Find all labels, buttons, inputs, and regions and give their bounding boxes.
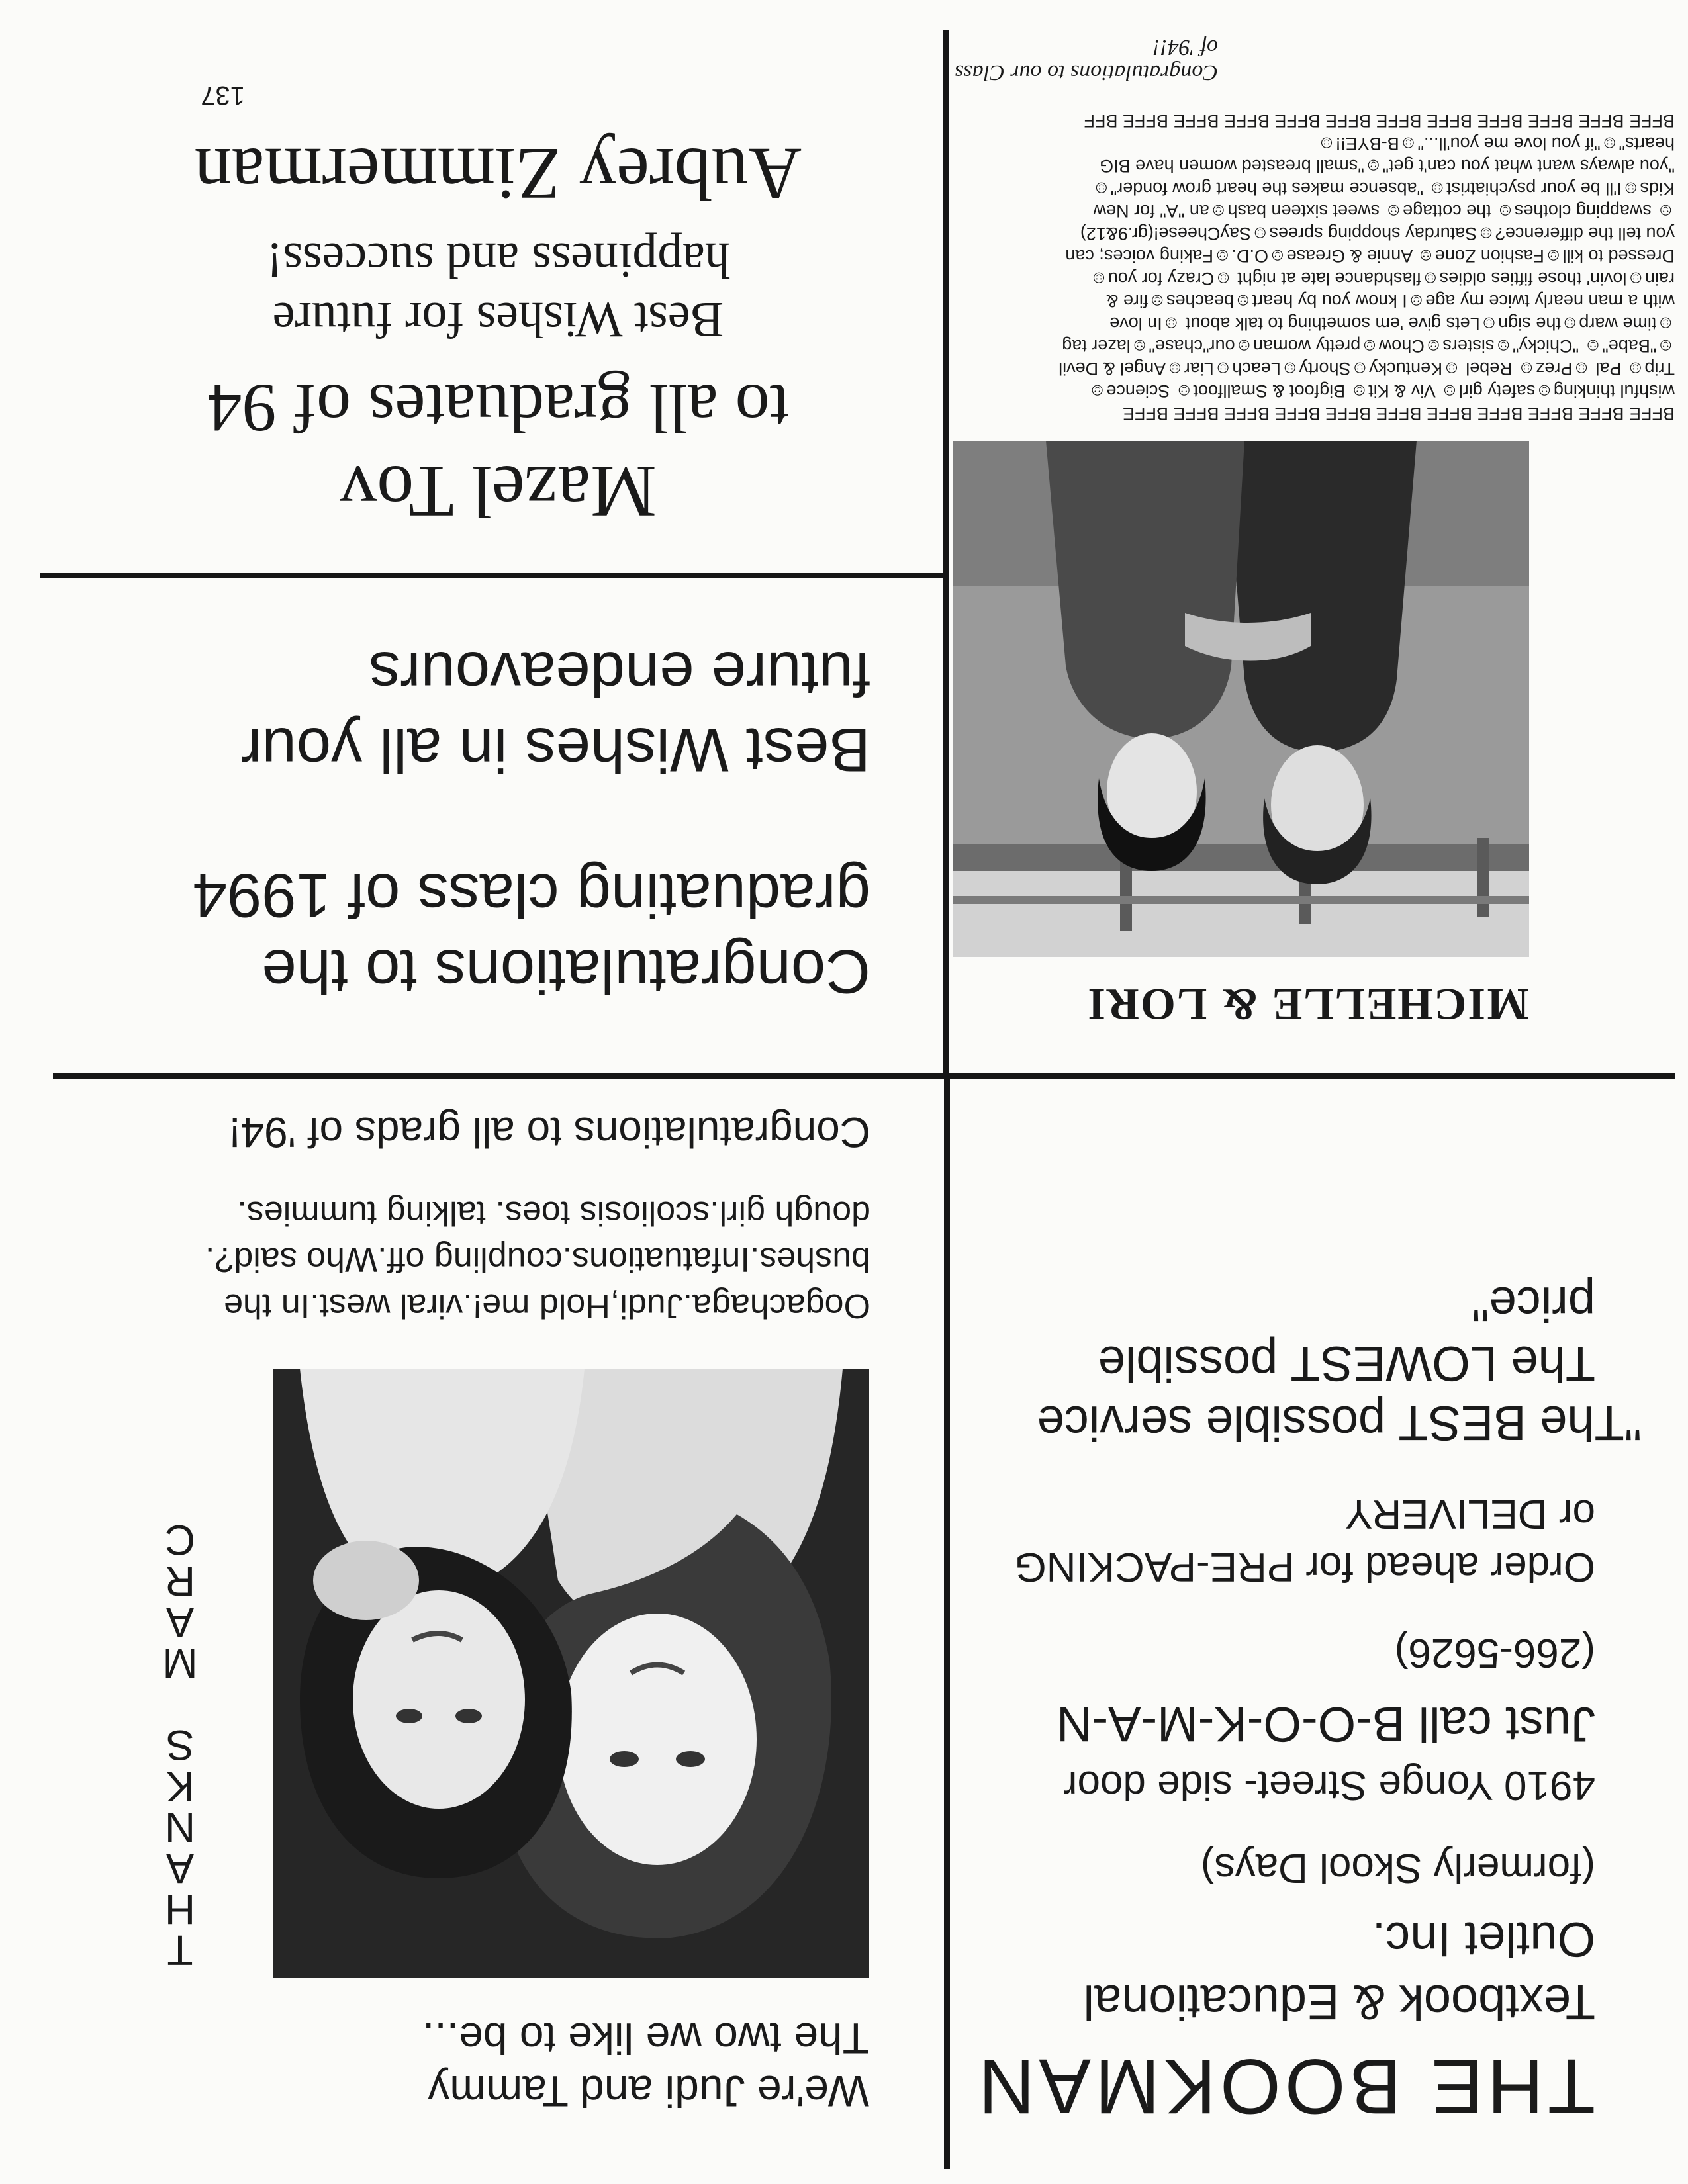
names-heading: MICHELLE & LORI xyxy=(1086,979,1529,1030)
tribute-line: rain☺lovin' those fifties oldies☺flashdance late at night ☺Crazy for you☺ xyxy=(1090,269,1675,289)
handwritten-congrats: Congratulations to our Class of '94!! xyxy=(955,35,1218,85)
thanks-letter: A xyxy=(165,1598,195,1646)
ad-slogan-1: "The BEST possible service xyxy=(1037,1396,1642,1451)
congrats-line-2: graduating class of 1994 xyxy=(192,861,870,931)
mazel-tov-wishes-1: Best Wishes for future xyxy=(272,292,724,347)
thanks-letter: T xyxy=(167,1927,193,1974)
ad-line-2: Outlet Inc. xyxy=(1372,1912,1595,1967)
class-1994-message xyxy=(53,578,943,1073)
thanks-letter: A xyxy=(165,1844,195,1892)
tribute-line: you tell the difference?☺Saturday shopping sprees☺SayCheese!(gr.9&12) xyxy=(1080,224,1675,244)
thanks-letter: K xyxy=(165,1762,195,1810)
judi-tammy-ad xyxy=(53,1079,943,2169)
thanks-letter: H xyxy=(164,1886,196,1933)
tribute-line: Trip☺ Pal ☺Prez☺ Rebel ☺Kentucky☺Shorty☺Leach☺Liar☺Angel & Devil xyxy=(1058,359,1675,379)
photo-two-girls xyxy=(273,1369,869,1978)
tribute-line: BFFE BFFE BFFE BFFE BFFE BFFE BFFE BFFE BFFE BFFE BFFE xyxy=(1122,404,1675,424)
thanks-letter: C xyxy=(164,1516,196,1564)
inside-jokes-1: Oogachaga.Judi,Hold me!.viral west.In the xyxy=(224,1287,870,1325)
ad-call: Just call B-O-O-K-M-A-N xyxy=(1056,1697,1595,1752)
ad-phone: (266-5626) xyxy=(1394,1630,1595,1676)
tribute-line: Kids☺I'll be your psychiatrist☺ "absence makes the heart grow fonder"☺ xyxy=(1092,179,1675,199)
mazel-tov-graduates: to all graduates of 94 xyxy=(207,370,789,446)
ad-title: THE BOOKMAN xyxy=(974,2042,1595,2130)
ad-former-name: (formerly Skool Days) xyxy=(1201,1845,1595,1891)
mazel-tov-message xyxy=(53,30,943,573)
bookman-ad xyxy=(950,1079,1675,2169)
thanks-letter: S xyxy=(165,1721,195,1769)
inside-jokes-3: dough girl.scoliosis toes. talking tummies. xyxy=(237,1194,870,1232)
vertical-divider-bottom xyxy=(943,30,949,1075)
ad-order-2: or DELIVERY xyxy=(1345,1491,1595,1537)
michelle-lori-ad xyxy=(949,30,1675,1073)
horizontal-divider xyxy=(53,1073,1675,1079)
tribute-line: hearts"☺"if you love me you'll..."☺B-BYE!!☺ xyxy=(1317,134,1675,154)
bffe-tribute-text xyxy=(949,110,1675,425)
tribute-line: Dressed to kill☺Fashion Zone☺ Annie & Grease☺O.D.☺Faking voices; can xyxy=(1065,246,1675,266)
congrats-line-1: Congratulations to the xyxy=(261,937,870,1007)
sender-name: Aubrey Zimmerman xyxy=(194,132,802,214)
thanks-gap xyxy=(150,1684,210,1725)
horizontal-divider-right xyxy=(40,573,947,578)
mazel-tov-heading: Mazel Tov xyxy=(340,450,657,532)
mazel-tov-wishes-2: happiness and success! xyxy=(266,232,730,288)
thanks-letter: N xyxy=(164,1803,196,1851)
thanks-marc-vertical xyxy=(150,1516,210,1974)
wishes-line-2: future endeavours xyxy=(369,639,870,709)
tribute-line: with a man nearly twice my age☺I know you by heart☺beaches☺fire & xyxy=(1106,291,1675,311)
thanks-letter: R xyxy=(164,1557,196,1605)
tribute-line: ☺"Babe"☺ "Chicky"☺sisters☺Chow☺pretty woman☺our"chase"☺lazer tag xyxy=(1062,336,1675,356)
wishes-line-1: Best Wishes in all your xyxy=(241,715,870,785)
tribute-line: ☺ swapping clothes☺ the cottage☺ sweet sixteen bash☺an "A" for New xyxy=(1093,201,1675,221)
caption-line-2: The two we like to be... xyxy=(422,2014,869,2063)
vertical-divider-top xyxy=(944,1079,950,2169)
inside-jokes-2: bushes.Infatuations.coupling off.Who said?. xyxy=(205,1240,870,1279)
caption-line-1: We're Judi and Tammy xyxy=(428,2067,869,2116)
page-number: 137 xyxy=(201,81,245,110)
ad-line-1: Textbook & Educational xyxy=(1083,1975,1595,2030)
ad-slogan-3: price" xyxy=(1472,1277,1595,1332)
ad-address: 4910 Yonge Street- side door xyxy=(1063,1762,1595,1808)
tribute-line: wishful thinking☺safety girl☺ Viv & Kit☺ Bigfoot & Smallfoot☺ Science☺ xyxy=(1088,381,1675,401)
ad-slogan-2: The LOWEST possible xyxy=(1098,1336,1595,1391)
michelle-lori-photo xyxy=(953,441,1529,957)
grads-congrats: Congratulations to all grads of '94! xyxy=(228,1109,870,1156)
thanks-letter: M xyxy=(162,1639,198,1687)
ad-order-1: Order ahead for PRE-PACKING xyxy=(1014,1544,1595,1590)
judi-tammy-photo xyxy=(273,1369,869,1978)
photo-two-girls-outdoors xyxy=(953,441,1529,957)
tribute-line: BFFE BFFE BFFE BFFE BFFE BFFE BFFE BFFE BFFE BFFE BFFE BFF xyxy=(1084,111,1675,131)
tribute-line: "you always want what you can't get"☺"small breasted women have BIG xyxy=(1100,156,1675,176)
tribute-line: ☺time warp☺the sign☺Lets give 'em something to talk about ☺In love xyxy=(1109,314,1675,334)
